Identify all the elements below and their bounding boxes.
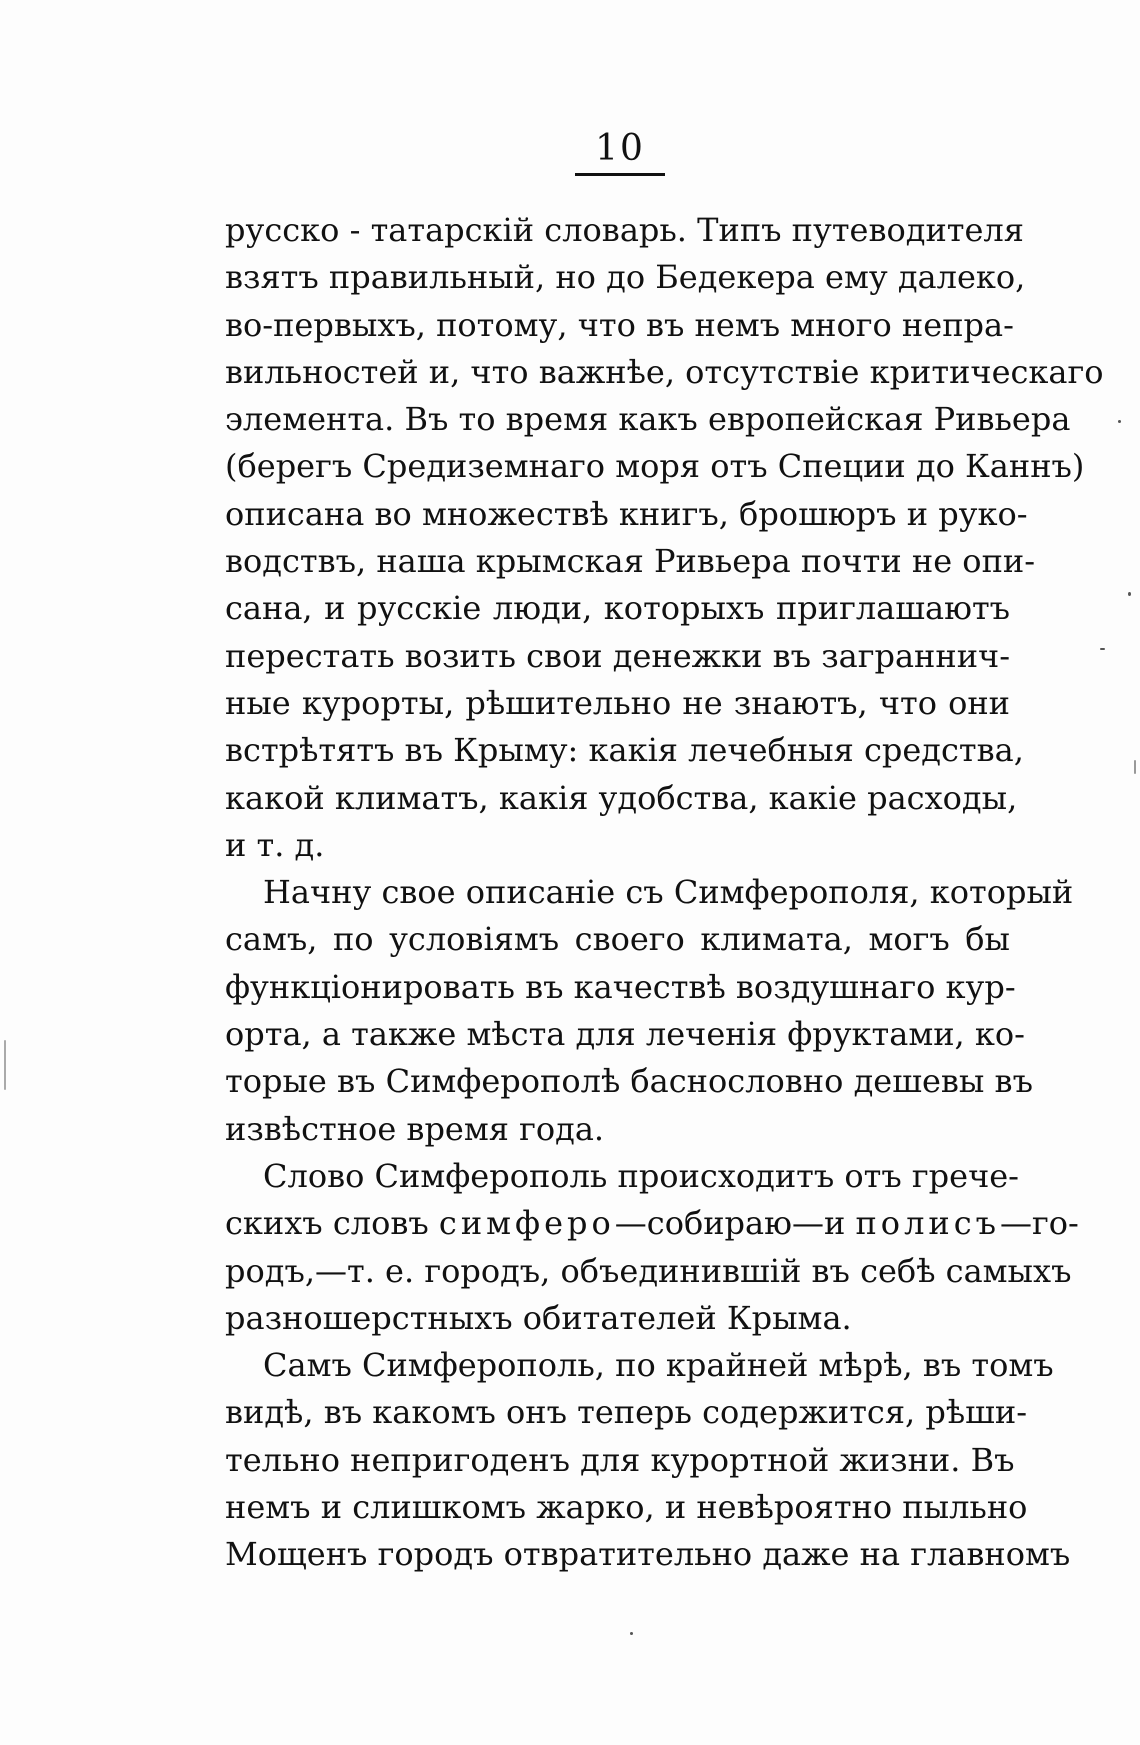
text-line: родъ,—т. е. городъ, объединившій въ себѣ самыхъ	[225, 1251, 1072, 1290]
text-line: орта, а также мѣста для леченія фруктами, ко-	[225, 1015, 1025, 1054]
scan-speck	[4, 1040, 6, 1090]
paragraph-start-line: Самъ Симферополь, по крайней мѣрѣ, въ томъ	[263, 1346, 1054, 1385]
text-line: и т. д.	[225, 825, 325, 864]
paragraph-start-line: Слово Симферополь происходитъ отъ грече-	[263, 1156, 1019, 1195]
scan-speck	[1100, 648, 1105, 650]
text-span: —го-	[1000, 1204, 1079, 1243]
text-line: Мощенъ городъ отвратительно даже на главномъ	[225, 1535, 1071, 1574]
body-text	[225, 207, 1104, 1579]
text-line: перестать возить свои денежки въ заграннич-	[225, 636, 1010, 675]
text-line: немъ и слишкомъ жарко, и невѣроятно пыльно	[225, 1488, 1028, 1527]
text-line: водствъ, наша крымская Ривьера почти не опи-	[225, 542, 1036, 581]
text-span: скихъ словъ	[225, 1204, 429, 1243]
scan-speck	[1118, 420, 1121, 423]
spaced-word-polis: полисъ	[855, 1204, 1000, 1243]
text-line: (берегъ Средиземнаго моря отъ Специи до Каннъ)	[225, 447, 1085, 486]
text-span: —собираю—и	[614, 1204, 846, 1243]
text-line: какой климатъ, какія удобства, какіе расходы,	[225, 778, 1018, 817]
text-line: описана во множествѣ книгъ, брошюръ и руко-	[225, 494, 1028, 533]
text-line: торые въ Симферополѣ баснословно дешевы въ	[225, 1062, 1033, 1101]
text-line: видѣ, въ какомъ онъ теперь содержится, рѣши-	[225, 1393, 1028, 1432]
text-line: извѣстное время года.	[225, 1109, 605, 1148]
text-line: самъ, по условіямъ своего климата, могъ бы	[225, 920, 1010, 959]
text-line: во-первыхъ, потому, что въ немъ много непра-	[225, 305, 1014, 344]
text-line: элемента. Въ то время какъ европейская Ривьера	[225, 400, 1071, 439]
page-number: 10	[595, 128, 645, 169]
text-line: разношерстныхъ обитателей Крыма.	[225, 1298, 852, 1337]
paragraph-start-line: Начну свое описаніе съ Симферополя, который	[263, 873, 1074, 912]
text-line-mixed	[225, 1200, 1079, 1247]
scan-speck	[1134, 760, 1136, 774]
text-line: вильностей и, что важнѣе, отсутствіе критическаго	[225, 352, 1104, 391]
text-line: встрѣтятъ въ Крыму: какія лечебныя средства,	[225, 731, 1024, 770]
text-line: сана, и русскіе люди, которыхъ приглашаютъ	[225, 589, 1010, 628]
page-number-underline	[575, 173, 665, 176]
text-line: функціонировать въ качествѣ воздушнаго кур-	[225, 967, 1016, 1006]
text-line: тельно непригоденъ для курортной жизни. Въ	[225, 1440, 1015, 1479]
text-line: взятъ правильный, но до Бедекера ему далеко,	[225, 258, 1026, 297]
scan-speck	[630, 1632, 633, 1635]
spaced-word-symfero: симферо	[438, 1204, 615, 1243]
text-line: русско - татарскій словарь. Типъ путеводителя	[225, 211, 1024, 249]
scan-speck	[1128, 592, 1131, 596]
text-line: ные курорты, рѣшительно не знаютъ, что они	[225, 683, 1010, 722]
